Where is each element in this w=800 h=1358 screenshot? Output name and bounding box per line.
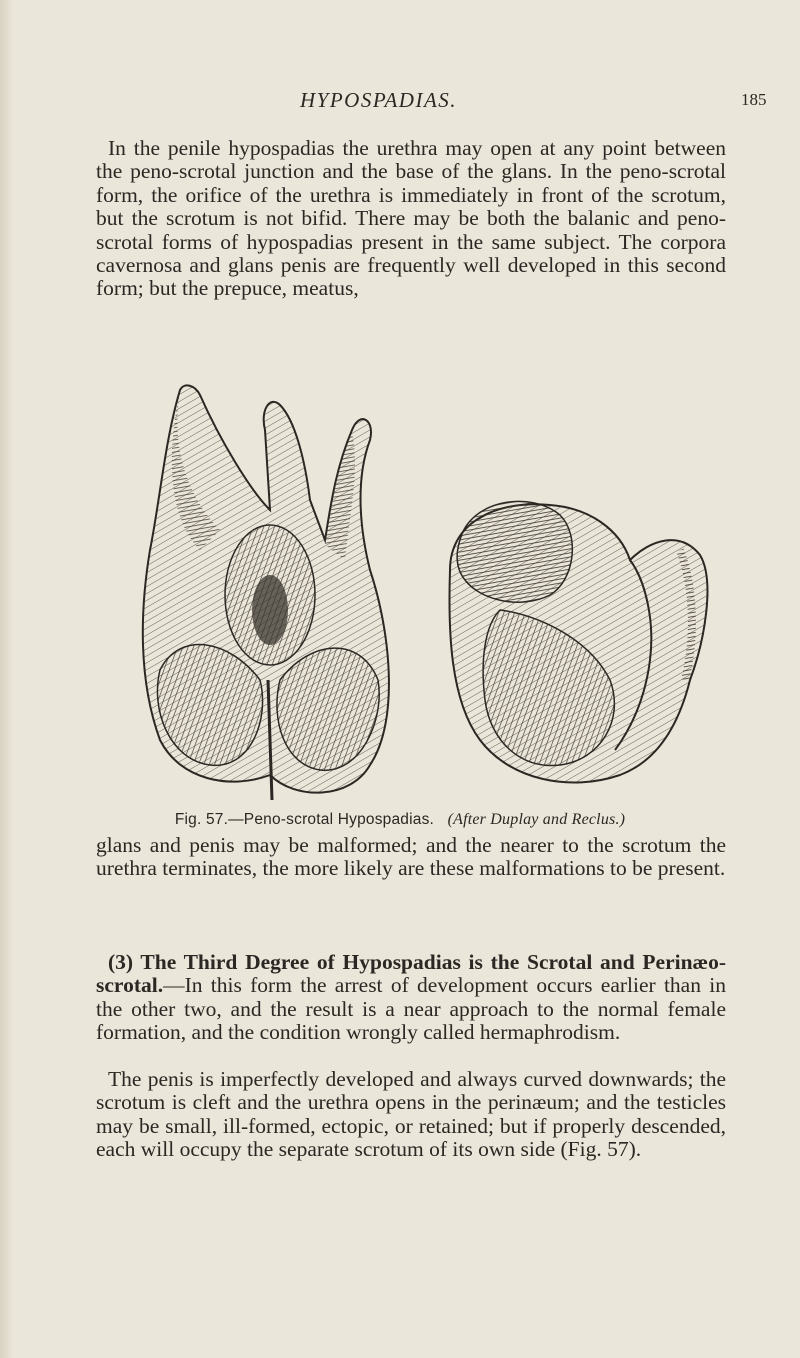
figure-caption-label: Fig. 57.—Peno-scrotal Hypospadias. bbox=[174, 811, 435, 828]
figure-caption bbox=[0, 811, 800, 829]
paragraph-third-degree bbox=[96, 951, 726, 1045]
paragraph-penis-development: The penis is imperfectly developed and always curved downwards; the scrotum is cleft and the urethra opens in the perinæum; and the testicles may be small, ill-formed, ectopic, or retained; but if properly descended, each will occupy the separate scrotum of its own side (Fig. 57). bbox=[96, 1067, 726, 1162]
right-specimen-drawing bbox=[449, 501, 707, 782]
left-specimen-drawing bbox=[143, 385, 389, 800]
running-head bbox=[0, 88, 800, 118]
third-degree-heading: (3) The Third Degree of Hypospadias is the Scrotal and Perinæo-scrotal. bbox=[96, 950, 726, 998]
third-degree-body: —In this form the arrest of development occurs earlier than in the other two, and the result is a near approach to the normal female formation, and the condition wrongly called hermaphrodism. bbox=[96, 973, 726, 1045]
figure-57 bbox=[120, 380, 720, 805]
paragraph-penile-hypospadias: In the penile hypospadias the urethra may open at any point between the peno-scrotal junction and the base of the glans. In the peno-scrotal form, the orifice of the urethra is immediately in front of the scrotum, but the scrotum is not bifid. There may be both the balanic and peno-scrotal forms of hypospadias present in the same subject. The corpora cavernosa and glans penis are frequently well developed in this second form; but the prepuce, meatus, bbox=[96, 136, 726, 301]
paragraph-malformations: glans and penis may be malformed; and the nearer to the scrotum the urethra terminates, the more likely are these malformations to be present. bbox=[96, 833, 726, 881]
figure-57-illustration bbox=[120, 380, 720, 805]
running-title: HYPOSPADIAS. bbox=[300, 88, 458, 112]
page-edge-shadow bbox=[0, 0, 14, 1358]
page-number: 185 bbox=[741, 90, 767, 109]
figure-credit: (After Duplay and Reclus.) bbox=[447, 811, 626, 828]
